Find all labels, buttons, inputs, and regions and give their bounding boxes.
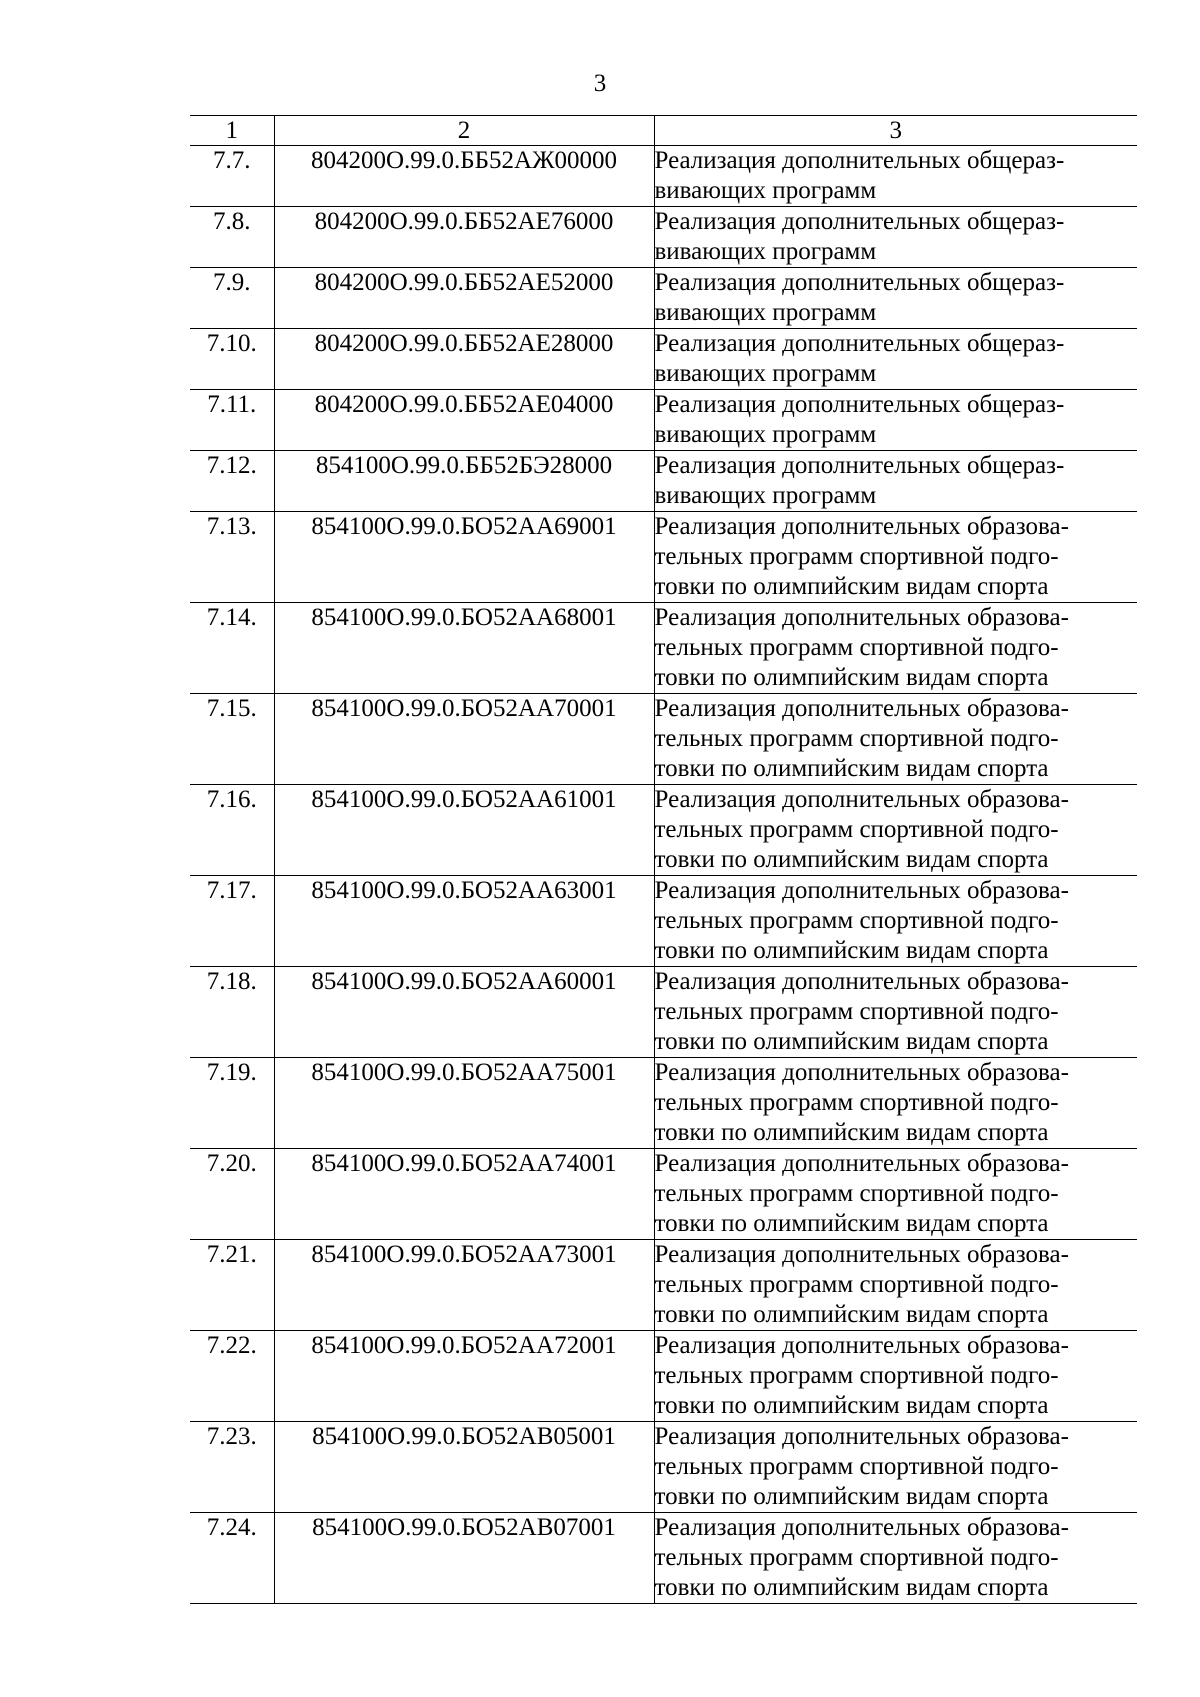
service-description bbox=[654, 207, 1137, 268]
description-line: тельных программ спортивной подго- bbox=[654, 998, 1059, 1025]
row-number: 7.11. bbox=[207, 391, 257, 418]
row-number: 7.18. bbox=[206, 968, 257, 995]
description-line: Реализация дополнительных образова- bbox=[654, 877, 1069, 904]
service-code: 804200О.99.0.ББ52АЕ04000 bbox=[274, 390, 654, 451]
table-row bbox=[190, 1422, 1137, 1513]
table-row bbox=[190, 1240, 1137, 1331]
service-description bbox=[654, 876, 1137, 967]
table-row bbox=[190, 694, 1137, 785]
description-line: товки по олимпийским видам спорта bbox=[654, 1483, 1049, 1510]
row-number: 7.13. bbox=[206, 513, 257, 540]
row-number: 7.23. bbox=[206, 1423, 257, 1450]
service-code: 854100О.99.0.БО52АА60001 bbox=[274, 967, 654, 1058]
table-row bbox=[190, 512, 1137, 603]
service-description bbox=[654, 967, 1137, 1058]
row-number: 7.9. bbox=[213, 269, 251, 296]
table-row bbox=[190, 1149, 1137, 1240]
service-description bbox=[654, 603, 1137, 694]
description-line: Реализация дополнительных общераз- bbox=[654, 330, 1065, 357]
description-line: вивающих программ bbox=[654, 177, 877, 204]
row-number: 7.22. bbox=[206, 1332, 257, 1359]
description-line: товки по олимпийским видам спорта bbox=[654, 937, 1049, 964]
service-code: 854100О.99.0.БО52АА75001 bbox=[274, 1058, 654, 1149]
row-number: 7.7. bbox=[213, 147, 251, 174]
description-line: Реализация дополнительных образова- bbox=[654, 1150, 1069, 1177]
service-code: 804200О.99.0.ББ52АЕ28000 bbox=[274, 329, 654, 390]
table-row bbox=[190, 967, 1137, 1058]
table-row bbox=[190, 268, 1137, 329]
row-number: 7.19. bbox=[206, 1059, 257, 1086]
service-description bbox=[654, 1331, 1137, 1422]
description-line: товки по олимпийским видам спорта bbox=[654, 1392, 1049, 1419]
description-line: Реализация дополнительных образова- bbox=[654, 968, 1069, 995]
service-description bbox=[654, 451, 1137, 512]
service-description bbox=[654, 146, 1137, 207]
description-line: тельных программ спортивной подго- bbox=[654, 725, 1059, 752]
description-line: Реализация дополнительных образова- bbox=[654, 1423, 1069, 1450]
description-line: Реализация дополнительных образова- bbox=[654, 786, 1069, 813]
description-line: Реализация дополнительных образова- bbox=[654, 1332, 1069, 1359]
row-number: 7.15. bbox=[206, 695, 257, 722]
description-line: тельных программ спортивной подго- bbox=[654, 907, 1059, 934]
table-row bbox=[190, 451, 1137, 512]
table-row bbox=[190, 1331, 1137, 1422]
service-code: 854100О.99.0.БО52АА68001 bbox=[274, 603, 654, 694]
table-row bbox=[190, 1058, 1137, 1149]
service-description bbox=[654, 329, 1137, 390]
service-code: 854100О.99.0.БО52АА72001 bbox=[274, 1331, 654, 1422]
description-line: Реализация дополнительных образова- bbox=[654, 513, 1069, 540]
description-line: товки по олимпийским видам спорта bbox=[654, 1210, 1049, 1237]
row-number: 7.10. bbox=[206, 330, 257, 357]
service-description bbox=[654, 390, 1137, 451]
description-line: товки по олимпийским видам спорта bbox=[654, 755, 1049, 782]
description-line: товки по олимпийским видам спорта bbox=[654, 1574, 1049, 1601]
table-row bbox=[190, 146, 1137, 207]
description-line: Реализация дополнительных образова- bbox=[654, 1241, 1069, 1268]
description-line: тельных программ спортивной подго- bbox=[654, 1453, 1059, 1480]
description-line: товки по олимпийским видам спорта bbox=[654, 1301, 1049, 1328]
row-number: 7.8. bbox=[213, 208, 251, 235]
description-line: Реализация дополнительных общераз- bbox=[654, 147, 1065, 174]
column-header-1: 1 bbox=[225, 117, 238, 144]
description-line: вивающих программ bbox=[654, 238, 877, 265]
service-description bbox=[654, 512, 1137, 603]
service-code: 854100О.99.0.БО52АА74001 bbox=[274, 1149, 654, 1240]
description-line: Реализация дополнительных образова- bbox=[654, 695, 1069, 722]
column-header-3: 3 bbox=[654, 116, 1137, 146]
service-description bbox=[654, 1513, 1137, 1604]
description-line: Реализация дополнительных общераз- bbox=[654, 208, 1065, 235]
description-line: тельных программ спортивной подго- bbox=[654, 634, 1059, 661]
service-description bbox=[654, 694, 1137, 785]
row-number: 7.12. bbox=[206, 452, 257, 479]
service-description bbox=[654, 268, 1137, 329]
service-code: 854100О.99.0.БО52АА63001 bbox=[274, 876, 654, 967]
description-line: Реализация дополнительных общераз- bbox=[654, 269, 1065, 296]
services-table bbox=[190, 115, 1137, 1604]
service-code: 854100О.99.0.БО52АА61001 bbox=[274, 785, 654, 876]
row-number: 7.16. bbox=[206, 786, 257, 813]
description-line: товки по олимпийским видам спорта bbox=[654, 1028, 1049, 1055]
table-body bbox=[190, 146, 1137, 1604]
table-header-row bbox=[190, 116, 1137, 146]
description-line: вивающих программ bbox=[654, 421, 877, 448]
description-line: Реализация дополнительных образова- bbox=[654, 604, 1069, 631]
service-description bbox=[654, 1422, 1137, 1513]
service-description bbox=[654, 1240, 1137, 1331]
description-line: Реализация дополнительных общераз- bbox=[654, 452, 1065, 479]
service-code: 854100О.99.0.ББ52БЭ28000 bbox=[274, 451, 654, 512]
row-number: 7.14. bbox=[206, 604, 257, 631]
row-number: 7.17. bbox=[206, 877, 257, 904]
description-line: тельных программ спортивной подго- bbox=[654, 816, 1059, 843]
table-row bbox=[190, 876, 1137, 967]
service-code: 854100О.99.0.БО52АВ07001 bbox=[274, 1513, 654, 1604]
column-header-2: 2 bbox=[274, 116, 654, 146]
description-line: вивающих программ bbox=[654, 482, 877, 509]
table-row bbox=[190, 785, 1137, 876]
service-code: 804200О.99.0.ББ52АЖ00000 bbox=[274, 146, 654, 207]
table-row bbox=[190, 1513, 1137, 1604]
service-code: 804200О.99.0.ББ52АЕ52000 bbox=[274, 268, 654, 329]
description-line: тельных программ спортивной подго- bbox=[654, 1271, 1059, 1298]
description-line: Реализация дополнительных общераз- bbox=[654, 391, 1065, 418]
description-line: товки по олимпийским видам спорта bbox=[654, 573, 1049, 600]
table-row bbox=[190, 329, 1137, 390]
row-number: 7.24. bbox=[206, 1514, 257, 1541]
description-line: товки по олимпийским видам спорта bbox=[654, 1119, 1049, 1146]
service-description bbox=[654, 1058, 1137, 1149]
description-line: тельных программ спортивной подго- bbox=[654, 1180, 1059, 1207]
description-line: Реализация дополнительных образова- bbox=[654, 1514, 1069, 1541]
service-description bbox=[654, 1149, 1137, 1240]
description-line: товки по олимпийским видам спорта bbox=[654, 664, 1049, 691]
service-code: 854100О.99.0.БО52АА73001 bbox=[274, 1240, 654, 1331]
page-number: 3 bbox=[593, 70, 607, 97]
description-line: Реализация дополнительных образова- bbox=[654, 1059, 1069, 1086]
service-code: 854100О.99.0.БО52АВ05001 bbox=[274, 1422, 654, 1513]
service-code: 854100О.99.0.БО52АА70001 bbox=[274, 694, 654, 785]
row-number: 7.20. bbox=[206, 1150, 257, 1177]
description-line: тельных программ спортивной подго- bbox=[654, 1362, 1059, 1389]
description-line: тельных программ спортивной подго- bbox=[654, 543, 1059, 570]
row-number: 7.21. bbox=[206, 1241, 257, 1268]
description-line: товки по олимпийским видам спорта bbox=[654, 846, 1049, 873]
description-line: тельных программ спортивной подго- bbox=[654, 1089, 1059, 1116]
table-row bbox=[190, 390, 1137, 451]
table-row bbox=[190, 207, 1137, 268]
description-line: тельных программ спортивной подго- bbox=[654, 1544, 1059, 1571]
service-code: 804200О.99.0.ББ52АЕ76000 bbox=[274, 207, 654, 268]
service-code: 854100О.99.0.БО52АА69001 bbox=[274, 512, 654, 603]
description-line: вивающих программ bbox=[654, 360, 877, 387]
description-line: вивающих программ bbox=[654, 299, 877, 326]
service-description bbox=[654, 785, 1137, 876]
table-row bbox=[190, 603, 1137, 694]
